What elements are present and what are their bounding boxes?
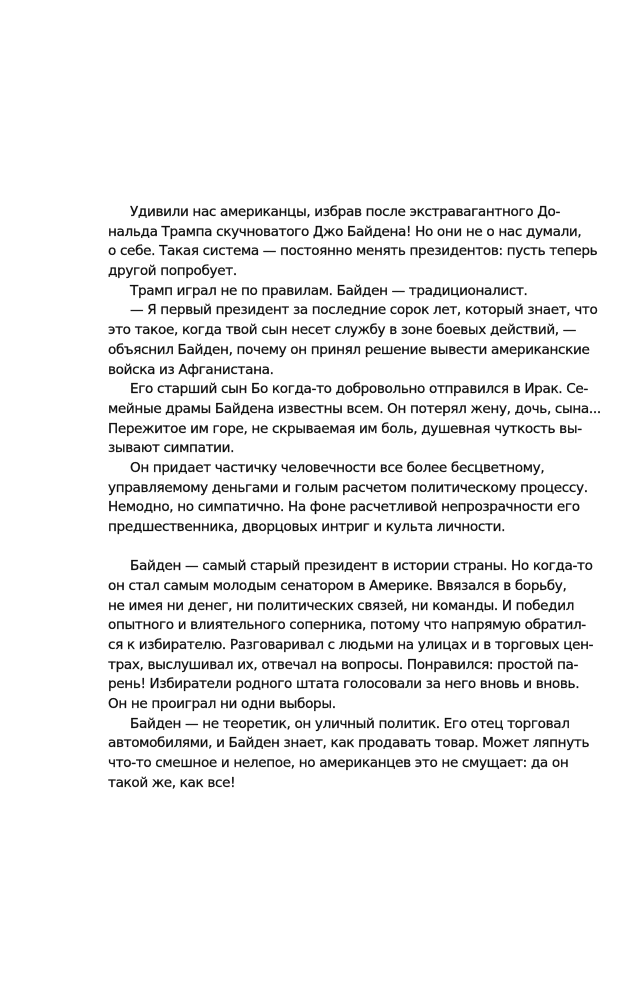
text-line: Он придает частичку человечности все более бесцветному,	[130, 459, 545, 476]
text-line: зывают симпатии.	[108, 440, 235, 457]
text-line: Байден — самый старый президент в истории страны. Но когда-то	[130, 558, 593, 575]
document-page	[108, 203, 601, 794]
text-line: о себе. Такая система — постоянно менять президентов: пусть теперь	[108, 243, 598, 260]
paragraph	[108, 301, 598, 380]
text-line: это такое, когда твой сын несет службу в зоне боевых действий, —	[108, 322, 576, 339]
text-line: объяснил Байден, почему он принял решение вывести американские	[108, 341, 590, 358]
paragraph	[108, 380, 601, 459]
text-line: Байден — не теоретик, он уличный политик. Его отец торговал	[130, 715, 570, 732]
text-line: Трамп играл не по правилам. Байден — традиционалист.	[130, 282, 528, 299]
paragraph	[108, 203, 598, 282]
text-line: войска из Афганистана.	[108, 361, 274, 378]
text-line: Он не проиграл ни одни выборы.	[108, 696, 336, 713]
paragraph	[108, 557, 594, 715]
text-line: Его старший сын Бо когда-то добровольно отправился в Ирак. Се-	[130, 381, 588, 398]
text-line: опытного и влиятельного соперника, потому что напрямую обратил-	[108, 617, 586, 634]
text-line: не имея ни денег, ни политических связей, ни команды. И победил	[108, 597, 575, 614]
paragraph	[108, 715, 590, 794]
text-line: Немодно, но симпатично. На фоне расчетливой непрозрачности его	[108, 499, 580, 516]
text-line: он стал самым молодым сенатором в Америке. Ввязался в борьбу,	[108, 577, 567, 594]
text-line: рень! Избиратели родного штата голосовали за него вновь и вновь.	[108, 676, 580, 693]
text-line: такой же, как все!	[108, 774, 236, 791]
text-line: — Я первый президент за последние сорок лет, который знает, что	[130, 302, 598, 319]
text-line: мейные драмы Байдена известны всем. Он потерял жену, дочь, сына...	[108, 400, 601, 417]
text-line: Удивили нас американцы, избрав после экстравагантного До-	[130, 204, 560, 220]
text-line: другой попробует.	[108, 263, 237, 280]
text-line: управляемому деньгами и голым расчетом политическому процессу.	[108, 479, 588, 496]
text-line: предшественника, дворцовых интриг и культа личности.	[108, 519, 506, 535]
text-line: автомобилями, и Байден знает, как продавать товар. Может ляпнуть	[108, 735, 590, 752]
text-line: Пережитое им горе, не скрываемая им боль, душевная чуткость вы-	[108, 420, 582, 437]
text-line: что-то смешное и нелепое, но американцев это не смущает: да он	[108, 755, 569, 772]
text-line: трах, выслушивал их, отвечал на вопросы. Понравился: простой па-	[108, 656, 579, 673]
text-line: ся к избирателю. Разговаривал с людьми на улицах и в торговых цен-	[108, 637, 594, 654]
paragraph	[108, 459, 588, 538]
text-line: нальда Трампа скучноватого Джо Байдена! Но они не о нас думали,	[108, 223, 582, 240]
paragraph	[108, 282, 536, 302]
